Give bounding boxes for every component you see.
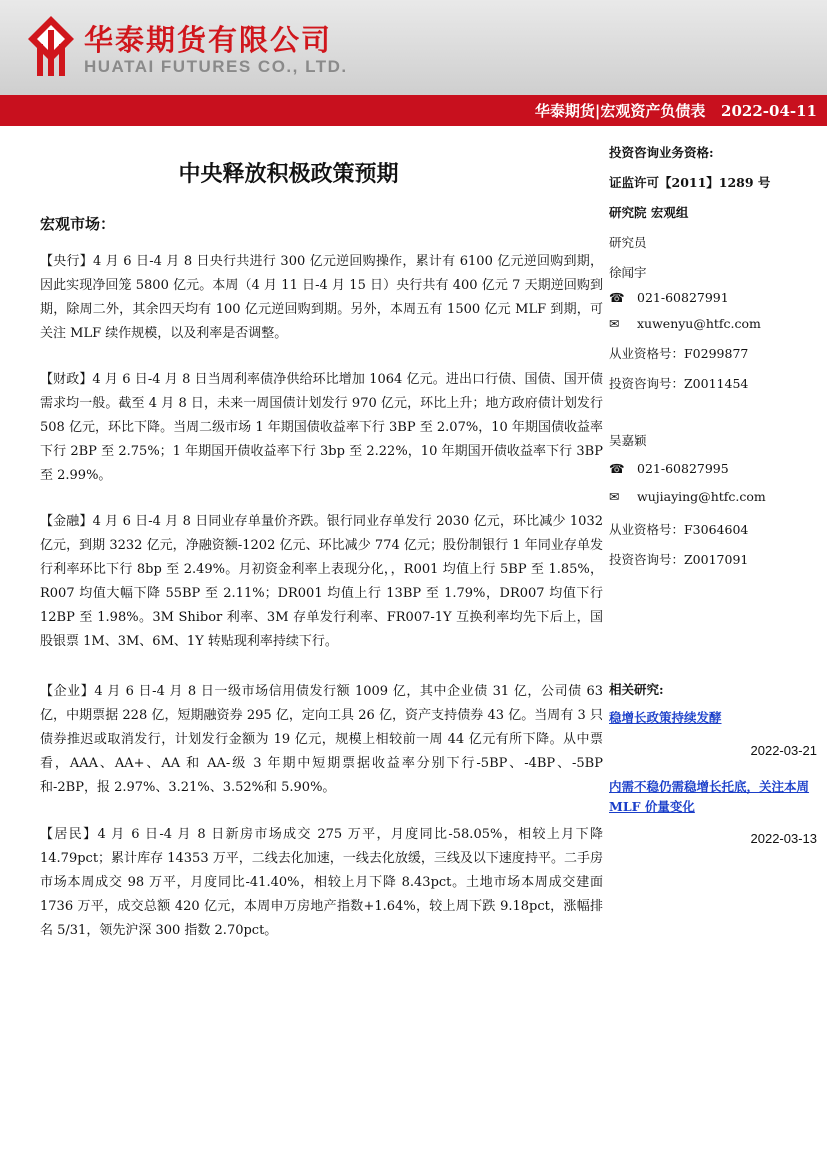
company-name-en: HUATAI FUTURES CO., LTD. bbox=[84, 57, 348, 76]
paragraph-central-bank: 【央行】4 月 6 日-4 月 8 日央行共进行 300 亿元逆回购操作，累计有 6100 亿元逆回购到期，因此实现净回笼 5800 亿元。本周（4 月 11 日-4 月 15 日）央行共有 400 亿元 7 天期逆回购到期，除周二外，其余四天均有 100 亿元逆回购到期。另外，本周五有 1500 亿元 MLF 到期，可关注 MLF 续作规模，以及利率是否调整。 bbox=[40, 254, 603, 341]
page-header bbox=[0, 0, 827, 95]
section-heading: 宏观市场： bbox=[40, 215, 116, 233]
paragraph-finance: 【金融】4 月 6 日-4 月 8 日同业存单量价齐跌。银行同业存单发行 2030 亿元，环比减少 1032 亿元，到期 3232 亿元，净融资额-1202 亿元、环比减少 774 亿元；股份制银行 1 年同业存单发行利率环比下行 8bp 至 2.49%。月初资金利率上表现分化，，R001 均值上行 5BP 至 1.85%，R007 均值大幅下降 55BP 至 2.11%；DR001 均值上行 13BP 至 1.79%，DR007 均值下行 12BP 至 1.98%。3M Shibor 利率、3M 存单发行利率、FR007-1Y 互换利率均先下后上，国股银票 1M、3M、6M、1Y 转贴现利率持续下行。 bbox=[40, 514, 603, 649]
company-name-cn: 华泰期货有限公司 bbox=[84, 23, 333, 57]
paragraph-enterprise: 【企业】4 月 6 日-4 月 8 日一级市场信用债发行额 1009 亿，其中企业债 31 亿，公司债 63 亿，中期票据 228 亿，短期融资券 295 亿，定向工具 26 亿，资产支持债券 43 亿。当周有 3 只债券推迟或取消发行，计划发行金额为 19 亿元，规模上相较前一周 44 亿元有所下降。从中票看，AAA、AA+、AA 和 AA-级 3 年期中短期票据收益率分别下行-5BP、-4BP、-5BP 和-2BP，报 2.97%、3.21%、3.52%和 5.90%。 bbox=[40, 684, 603, 795]
email-icon: ✉ bbox=[609, 489, 620, 504]
qualification-label: 投资咨询业务资格: bbox=[609, 145, 714, 160]
page-title: 中央释放积极政策预期 bbox=[178, 161, 399, 187]
related-date-2: 2022-03-13 bbox=[750, 831, 817, 846]
report-line: 华泰期货|宏观资产负债表 2022-04-11 bbox=[534, 102, 817, 120]
analyst1-consult-no: 投资咨询号：Z0011454 bbox=[609, 376, 749, 391]
related-research-label: 相关研究: bbox=[609, 682, 664, 697]
phone-icon: ☎ bbox=[609, 461, 625, 476]
related-link-2[interactable]: 内需不稳仍需稳增长托底，关注本周 MLF 价量变化 bbox=[609, 779, 810, 814]
analyst2-consult-no: 投资咨询号：Z0017091 bbox=[609, 552, 749, 567]
paragraph-fiscal: 【财政】4 月 6 日-4 月 8 日当周利率债净供给环比增加 1064 亿元。进出口行债、国债、国开债需求均一般。截至 4 月 8 日，未来一周国债计划发行 970 亿元，环比上升；地方政府债计划发行 508 亿元，环比下降。当周二级市场 1 年期国债收益率下行 3BP 至 2.07%，10 年期国债收益率下行 2BP 至 2.75%；1 年期国开债收益率下行 3bp 至 2.22%，10 年期国开债收益率下行 3BP 至 2.99%。 bbox=[40, 372, 604, 483]
email-icon: ✉ bbox=[609, 316, 620, 331]
analyst2-phone: ☎ 021-60827995 bbox=[609, 461, 729, 476]
department: 研究院 宏观组 bbox=[609, 205, 689, 220]
analyst1-name: 徐闻宇 bbox=[609, 265, 647, 280]
analyst-role: 研究员 bbox=[609, 235, 647, 250]
analyst1-phone: ☎ 021-60827991 bbox=[609, 290, 729, 305]
analyst1-email[interactable]: ✉ xuwenyu@htfc.com bbox=[609, 316, 761, 331]
analyst1-practice-no: 从业资格号：F0299877 bbox=[609, 346, 749, 361]
related-date-1: 2022-03-21 bbox=[750, 743, 817, 758]
analyst2-name: 吴嘉颖 bbox=[609, 433, 647, 448]
huatai-logo-icon bbox=[28, 16, 74, 76]
phone-icon: ☎ bbox=[609, 290, 625, 305]
analyst2-email[interactable]: ✉ wujiaying@htfc.com bbox=[609, 489, 766, 504]
analyst2-practice-no: 从业资格号：F3064604 bbox=[609, 522, 749, 537]
license-number: 证监许可【2011】1289 号 bbox=[609, 175, 771, 190]
related-link-1[interactable]: 稳增长政策持续发酵 bbox=[609, 710, 722, 725]
paragraph-household: 【居民】4 月 6 日-4 月 8 日新房市场成交 275 万平，月度同比-58.05%，相较上月下降 14.79pct；累计库存 14353 万平，二线去化加速，一线去化放缓，三线及以下速度持平。二手房市场本周成交 98 万平，月度同比-41.40%，相较上月下降 8.43pct。土地市场本周成交建面 1736 万平，成交总额 420 亿元，本周申万房地产指数+1.64%，较上周下跌 9.18pct，涨幅排名 5/31，领先沪深 300 指数 2.70pct。 bbox=[40, 827, 603, 938]
report-banner bbox=[0, 95, 827, 126]
